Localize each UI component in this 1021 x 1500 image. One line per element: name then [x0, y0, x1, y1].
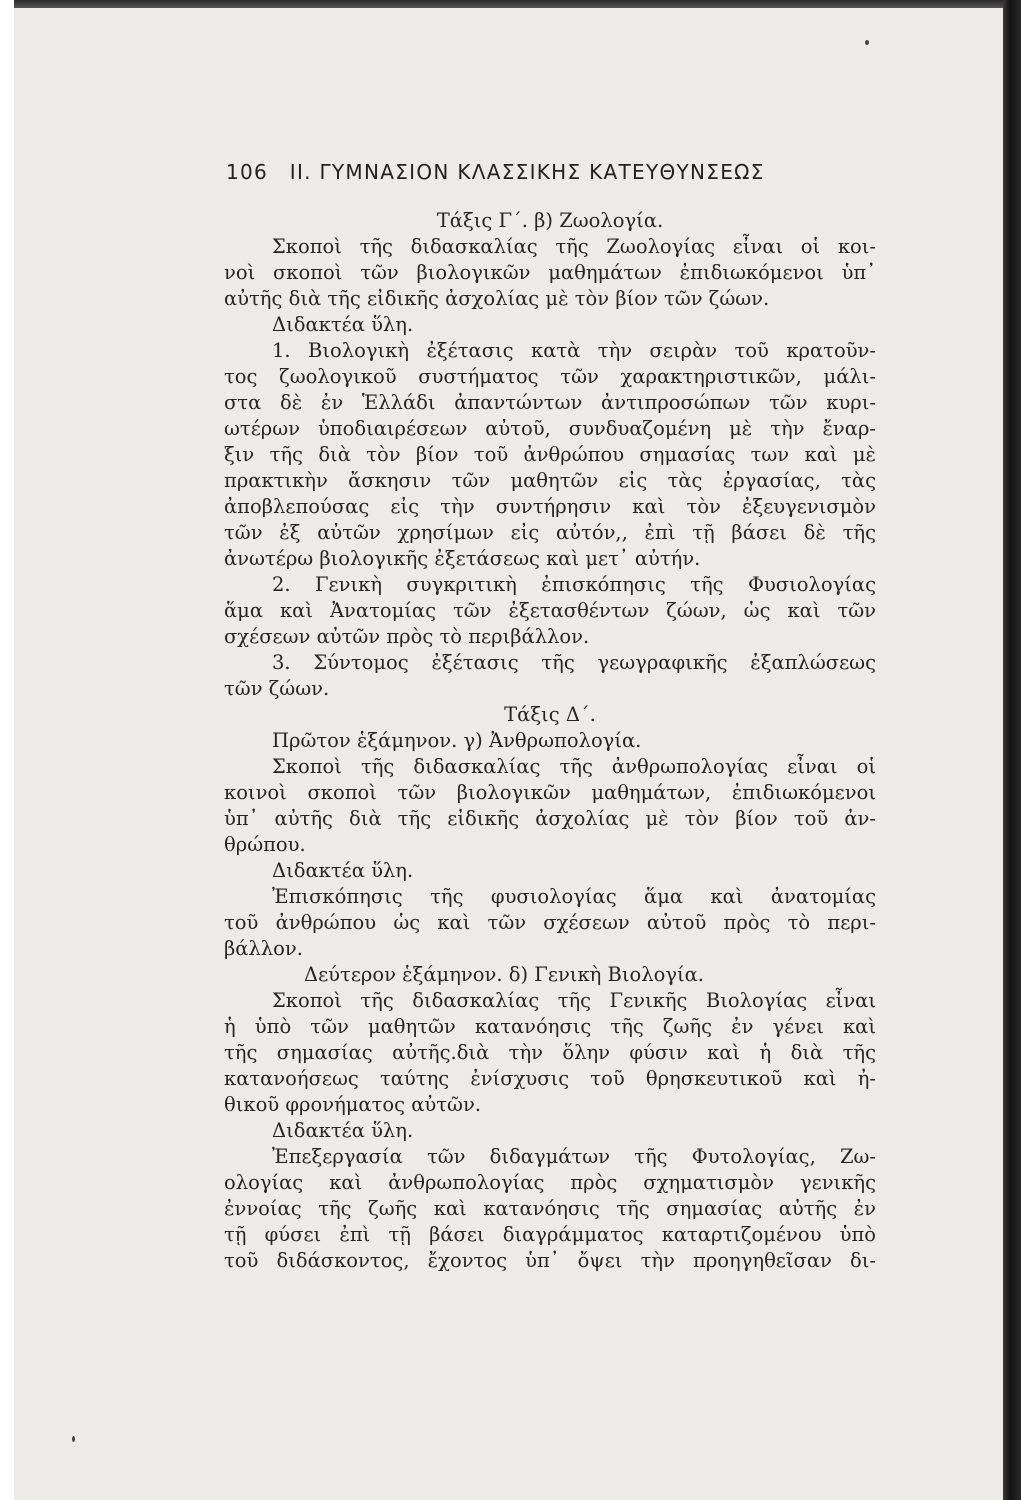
scan-speck — [72, 1436, 75, 1442]
text-line: Ἐπισκόπησις τῆς φυσιολογίας ἅμα καὶ ἀνατομίας — [272, 885, 876, 908]
text-line: τοῦ ἀνθρώπου ὡς καὶ τῶν σχέσεων αὐτοῦ πρὸς τὸ περι- — [224, 911, 876, 934]
text-line: τῆς σημασίας αὐτῆς.διὰ τὴν ὅλην φύσιν καὶ ἡ διὰ τῆς — [224, 1041, 876, 1064]
text-line: Πρῶτον ἑξάμηνον. γ) Ἀνθρωπολογία. — [272, 729, 642, 752]
scan-right-edge — [1003, 0, 1021, 1500]
text-line: ξιν τῆς διὰ τὸν βίον τοῦ ἀνθρώπου σημασίας των καὶ μὲ — [224, 443, 876, 466]
text-line: Σκοποὶ τῆς διδασκαλίας τῆς ἀνθρωπολογίας εἶναι οἱ — [272, 755, 876, 778]
text-line: τοῦ διδάσκοντος, ἔχοντος ὑπ᾽ ὄψει τὴν προηγηθεῖσαν δι- — [224, 1249, 876, 1272]
text-line: τος ζωολογικοῦ συστήματος τῶν χαρακτηριστικῶν, μάλι- — [224, 365, 876, 388]
text-line: τῇ φύσει ἐπὶ τῇ βάσει διαγράμματος καταρτιζομένου ὑπὸ — [224, 1223, 876, 1246]
text-line: βάλλον. — [224, 937, 303, 960]
text-line: αὐτῆς διὰ τῆς εἰδικῆς ἀσχολίας μὲ τὸν βίον τῶν ζώων. — [224, 287, 770, 310]
text-line: ἀνωτέρω βιολογικῆς ἐξετάσεως καὶ μετ᾽ αὐτήν. — [224, 547, 701, 570]
text-line: Δεύτερον ἑξάμηνον. δ) Γενικὴ Βιολογία. — [304, 963, 704, 986]
running-header — [226, 160, 826, 184]
scan-speck — [865, 40, 869, 45]
text-line: Ἐπεξεργασία τῶν διδαγμάτων τῆς Φυτολογίας, Ζω- — [272, 1145, 876, 1168]
text-line: ἀποβλεπούσας εἰς τὴν συντήρησιν καὶ τὸν ἐξευγενισμὸν — [224, 495, 876, 518]
text-line: σχέσεων αὐτῶν πρὸς τὸ περιβάλλον. — [224, 625, 590, 648]
scan-top-edge — [14, 0, 1003, 8]
text-line: Διδακτέα ὕλη. — [272, 859, 414, 882]
text-line: 1. Βιολογικὴ ἐξέτασις κατὰ τὴν σειρὰν τοῦ κρατοῦν- — [272, 339, 876, 362]
text-line: θικοῦ φρονήματος αὐτῶν. — [224, 1093, 482, 1116]
text-line: ωτέρων ὑποδιαιρέσεων αὐτοῦ, συνδυαζομένη μὲ τὴν ἔναρ- — [224, 417, 876, 440]
text-line: τῶν ἐξ αὐτῶν χρησίμων εἰς αὐτόν,, ἐπὶ τῇ βάσει δὲ τῆς — [224, 521, 876, 544]
text-line: ἡ ὑπὸ τῶν μαθητῶν κατανόησις τῆς ζωῆς ἐν γένει καὶ — [224, 1015, 876, 1038]
text-line: Σκοποὶ τῆς διδασκαλίας τῆς Ζωολογίας εἶναι οἱ κοι- — [272, 235, 876, 258]
text-line: ἅμα καὶ Ἀνατομίας τῶν ἐξετασθέντων ζώων, ὡς καὶ τῶν — [224, 599, 876, 622]
body-text — [224, 208, 876, 1274]
text-line: 2. Γενικὴ συγκριτικὴ ἐπισκόπησις τῆς Φυσιολογίας — [272, 573, 876, 596]
text-line: Σκοποὶ τῆς διδασκαλίας τῆς Γενικῆς Βιολογίας εἶναι — [272, 989, 876, 1012]
text-line: ὑπ᾽ αὐτῆς διὰ τῆς εἰδικῆς ἀσχολίας μὲ τὸν βίον τοῦ ἀν- — [224, 807, 876, 830]
text-line: πρακτικὴν ἄσκησιν τῶν μαθητῶν εἰς τὰς ἐργασίας, τὰς — [224, 469, 876, 492]
text-line: 3. Σύντομος ἐξέτασις τῆς γεωγραφικῆς ἐξαπλώσεως — [272, 651, 876, 674]
text-line: ἐννοίας τῆς ζωῆς καὶ κατανόησις τῆς σημασίας αὐτῆς ἐν — [224, 1197, 876, 1220]
text-line: νοὶ σκοποὶ τῶν βιολογικῶν μαθημάτων ἐπιδιωκόμενοι ὑπ᾽ — [224, 261, 876, 284]
text-line: Διδακτέα ὕλη. — [272, 313, 414, 336]
text-line: στα δὲ ἐν Ἑλλάδι ἀπαντώντων ἀντιπροσώπων τῶν κυρι- — [224, 391, 876, 414]
text-line: τῶν ζώων. — [224, 677, 330, 700]
page-number: 106 — [226, 160, 269, 184]
text-line: κοινοὶ σκοποὶ τῶν βιολογικῶν μαθημάτων, ἐπιδιωκόμενοι — [224, 781, 876, 804]
text-line: Τάξις Δ΄. — [504, 703, 596, 726]
text-line: Διδακτέα ὕλη. — [272, 1119, 414, 1142]
text-line: θρώπου. — [224, 833, 306, 856]
text-line: Τάξις Γ΄. β) Ζωολογία. — [436, 209, 664, 232]
header-title: ΙΙ. ΓΥΜΝΑΣΙΟΝ ΚΛΑΣΣΙΚΗΣ ΚΑΤΕΥΘΥΝΣΕΩΣ — [289, 160, 765, 184]
text-line: ολογίας καὶ ἀνθρωπολογίας πρὸς σχηματισμὸν γενικῆς — [224, 1171, 876, 1194]
text-line: κατανοήσεως ταύτης ἐνίσχυσις τοῦ θρησκευτικοῦ καὶ ἠ- — [224, 1067, 876, 1090]
